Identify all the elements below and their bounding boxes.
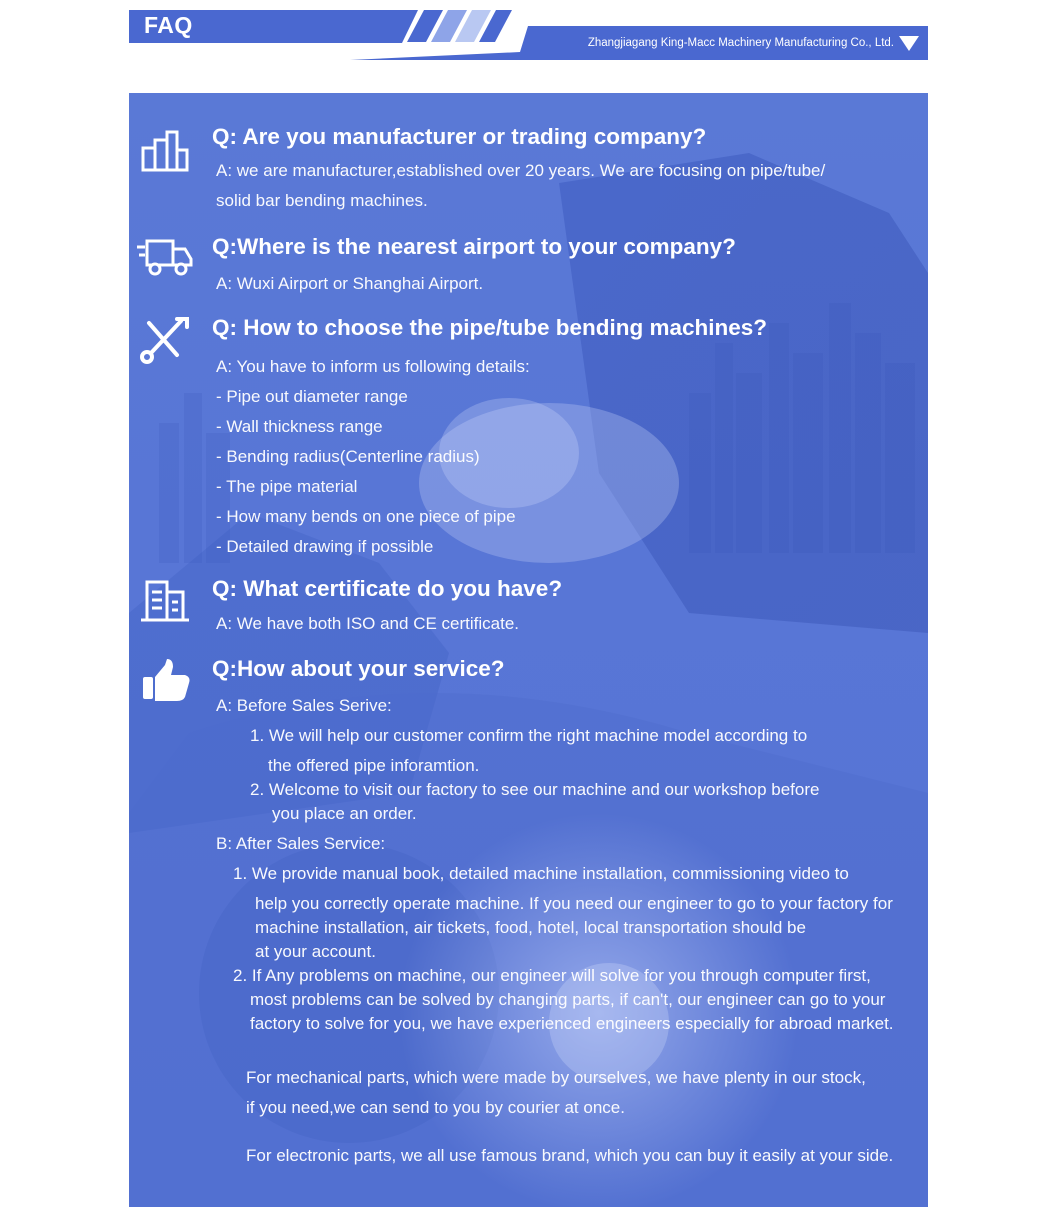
answer-line: if you need,we can send to you by courier at once. bbox=[246, 1098, 625, 1117]
answer-line: the offered pipe inforamtion. bbox=[268, 756, 480, 775]
answer-line: help you correctly operate machine. If you need our engineer to go to your factory for bbox=[255, 894, 893, 913]
faq-header bbox=[0, 0, 1060, 70]
answer-line: 1. We provide manual book, detailed machine installation, commissioning video to bbox=[233, 864, 849, 883]
answer-line: at your account. bbox=[255, 942, 376, 961]
answer-line: A: Wuxi Airport or Shanghai Airport. bbox=[216, 274, 484, 293]
answer-list-item: - Detailed drawing if possible bbox=[216, 537, 434, 556]
answer-line: you place an order. bbox=[272, 804, 417, 823]
thumbs-up-icon bbox=[137, 655, 193, 705]
answer-line: B: After Sales Service: bbox=[216, 834, 386, 853]
answer-line: A: we are manufacturer,established over 20 years. We are focusing on pipe/tube/ bbox=[216, 161, 826, 180]
answer-line: For electronic parts, we all use famous brand, which you can buy it easily at your side. bbox=[246, 1146, 894, 1165]
answer-line: A: You have to inform us following details: bbox=[216, 357, 530, 376]
background-business-image bbox=[129, 93, 928, 1207]
answer-line: For mechanical parts, which were made by ourselves, we have plenty in our stock, bbox=[246, 1068, 866, 1087]
answer-list-item: - Pipe out diameter range bbox=[216, 387, 408, 406]
answer-list-item: - Wall thickness range bbox=[216, 417, 383, 436]
company-name: Zhangjiagang King-Macc Machinery Manufacturing Co., Ltd. bbox=[587, 37, 894, 49]
answer-line: A: We have both ISO and CE certificate. bbox=[216, 614, 520, 633]
question-service: Q:How about your service? bbox=[212, 656, 505, 681]
answer-line: factory to solve for you, we have experienced engineers especially for abroad market. bbox=[250, 1014, 894, 1033]
answer-line: solid bar bending machines. bbox=[216, 191, 428, 210]
question-certificate: Q: What certificate do you have? bbox=[212, 576, 563, 601]
answer-line: 2. Welcome to visit our factory to see our machine and our workshop before bbox=[250, 780, 820, 799]
answer-line: 1. We will help our customer confirm the right machine model according to bbox=[250, 726, 808, 745]
question-choose-machine: Q: How to choose the pipe/tube bending machines? bbox=[212, 315, 768, 340]
answer-line: most problems can be solved by changing parts, if can't, our engineer can go to your bbox=[250, 990, 886, 1009]
answer-line: A: Before Sales Serive: bbox=[216, 696, 392, 715]
faq-panel bbox=[129, 93, 928, 1207]
answer-line: 2. If Any problems on machine, our engineer will solve for you through computer first, bbox=[233, 966, 871, 985]
answer-list-item: - The pipe material bbox=[216, 477, 358, 496]
question-airport: Q:Where is the nearest airport to your company? bbox=[212, 234, 736, 259]
factory-icon bbox=[137, 126, 193, 176]
question-manufacturer: Q: Are you manufacturer or trading company? bbox=[212, 124, 707, 149]
answer-list-item: - Bending radius(Centerline radius) bbox=[216, 447, 480, 466]
building-icon bbox=[137, 576, 193, 626]
answer-line: machine installation, air tickets, food, hotel, local transportation should be bbox=[255, 918, 806, 937]
answer-list-item: - How many bends on one piece of pipe bbox=[216, 507, 516, 526]
page-title: FAQ bbox=[144, 12, 193, 38]
tools-icon bbox=[137, 315, 193, 365]
delivery-truck-icon bbox=[137, 233, 193, 283]
